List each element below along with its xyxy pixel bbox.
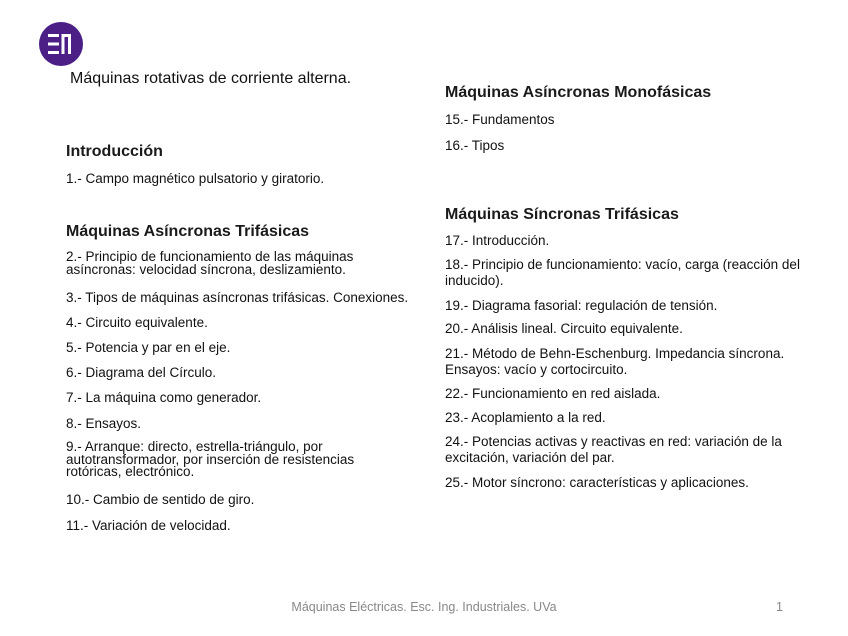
section-heading-asincronas-monofasicas: Máquinas Asíncronas Monofásicas (445, 84, 712, 101)
footer-text: Máquinas Eléctricas. Esc. Ing. Industriales. UVa (291, 600, 557, 614)
list-item: 17.- Introducción. (445, 233, 550, 248)
list-item: 20.- Análisis lineal. Circuito equivalente. (445, 321, 683, 336)
list-item: 10.- Cambio de sentido de giro. (66, 492, 255, 507)
list-item: 8.- Ensayos. (66, 416, 142, 431)
list-item: 19.- Diagrama fasorial: regulación de tensión. (445, 298, 718, 313)
section-heading-introduccion: Introducción (66, 143, 163, 160)
list-item: 6.- Diagrama del Círculo. (66, 365, 217, 380)
list-item: 24.- Potencias activas y reactivas en red: variación de la excitación, variación del par. (445, 434, 782, 465)
list-item: 16.- Tipos (445, 138, 505, 153)
list-item: 4.- Circuito equivalente. (66, 315, 208, 330)
section-heading-sincronas-trifasicas: Máquinas Síncronas Trifásicas (445, 206, 679, 223)
list-item: 2.- Principio de funcionamiento de las máquinas asíncronas: velocidad síncrona, deslizamiento. (66, 249, 354, 277)
list-item: 18.- Principio de funcionamiento: vacío, carga (reacción del inducido). (445, 257, 800, 288)
list-item: 7.- La máquina como generador. (66, 390, 262, 405)
list-item: 11.- Variación de velocidad. (66, 518, 231, 533)
page-number: 1 (776, 600, 783, 614)
list-item: 25.- Motor síncrono: características y aplicaciones. (445, 475, 749, 490)
list-item: 21.- Método de Behn-Eschenburg. Impedancia síncrona. Ensayos: vacío y cortocircuito. (445, 346, 785, 377)
eii-logo-icon (39, 22, 83, 66)
section-heading-asincronas-trifasicas: Máquinas Asíncronas Trifásicas (66, 223, 310, 240)
list-item: 22.- Funcionamiento en red aislada. (445, 386, 661, 401)
list-item: 5.- Potencia y par en el eje. (66, 340, 231, 355)
list-item: 9.- Arranque: directo, estrella-triángulo, por autotransformador, por inserción de resistencias rotóricas, electrónico. (66, 439, 355, 479)
list-item: 3.- Tipos de máquinas asíncronas trifásicas. Conexiones. (66, 290, 409, 305)
list-item: 15.- Fundamentos (445, 112, 555, 127)
list-item: 1.- Campo magnético pulsatorio y giratorio. (66, 171, 325, 186)
list-item: 23.- Acoplamiento a la red. (445, 410, 606, 425)
page-title: Máquinas rotativas de corriente alterna. (70, 70, 352, 87)
